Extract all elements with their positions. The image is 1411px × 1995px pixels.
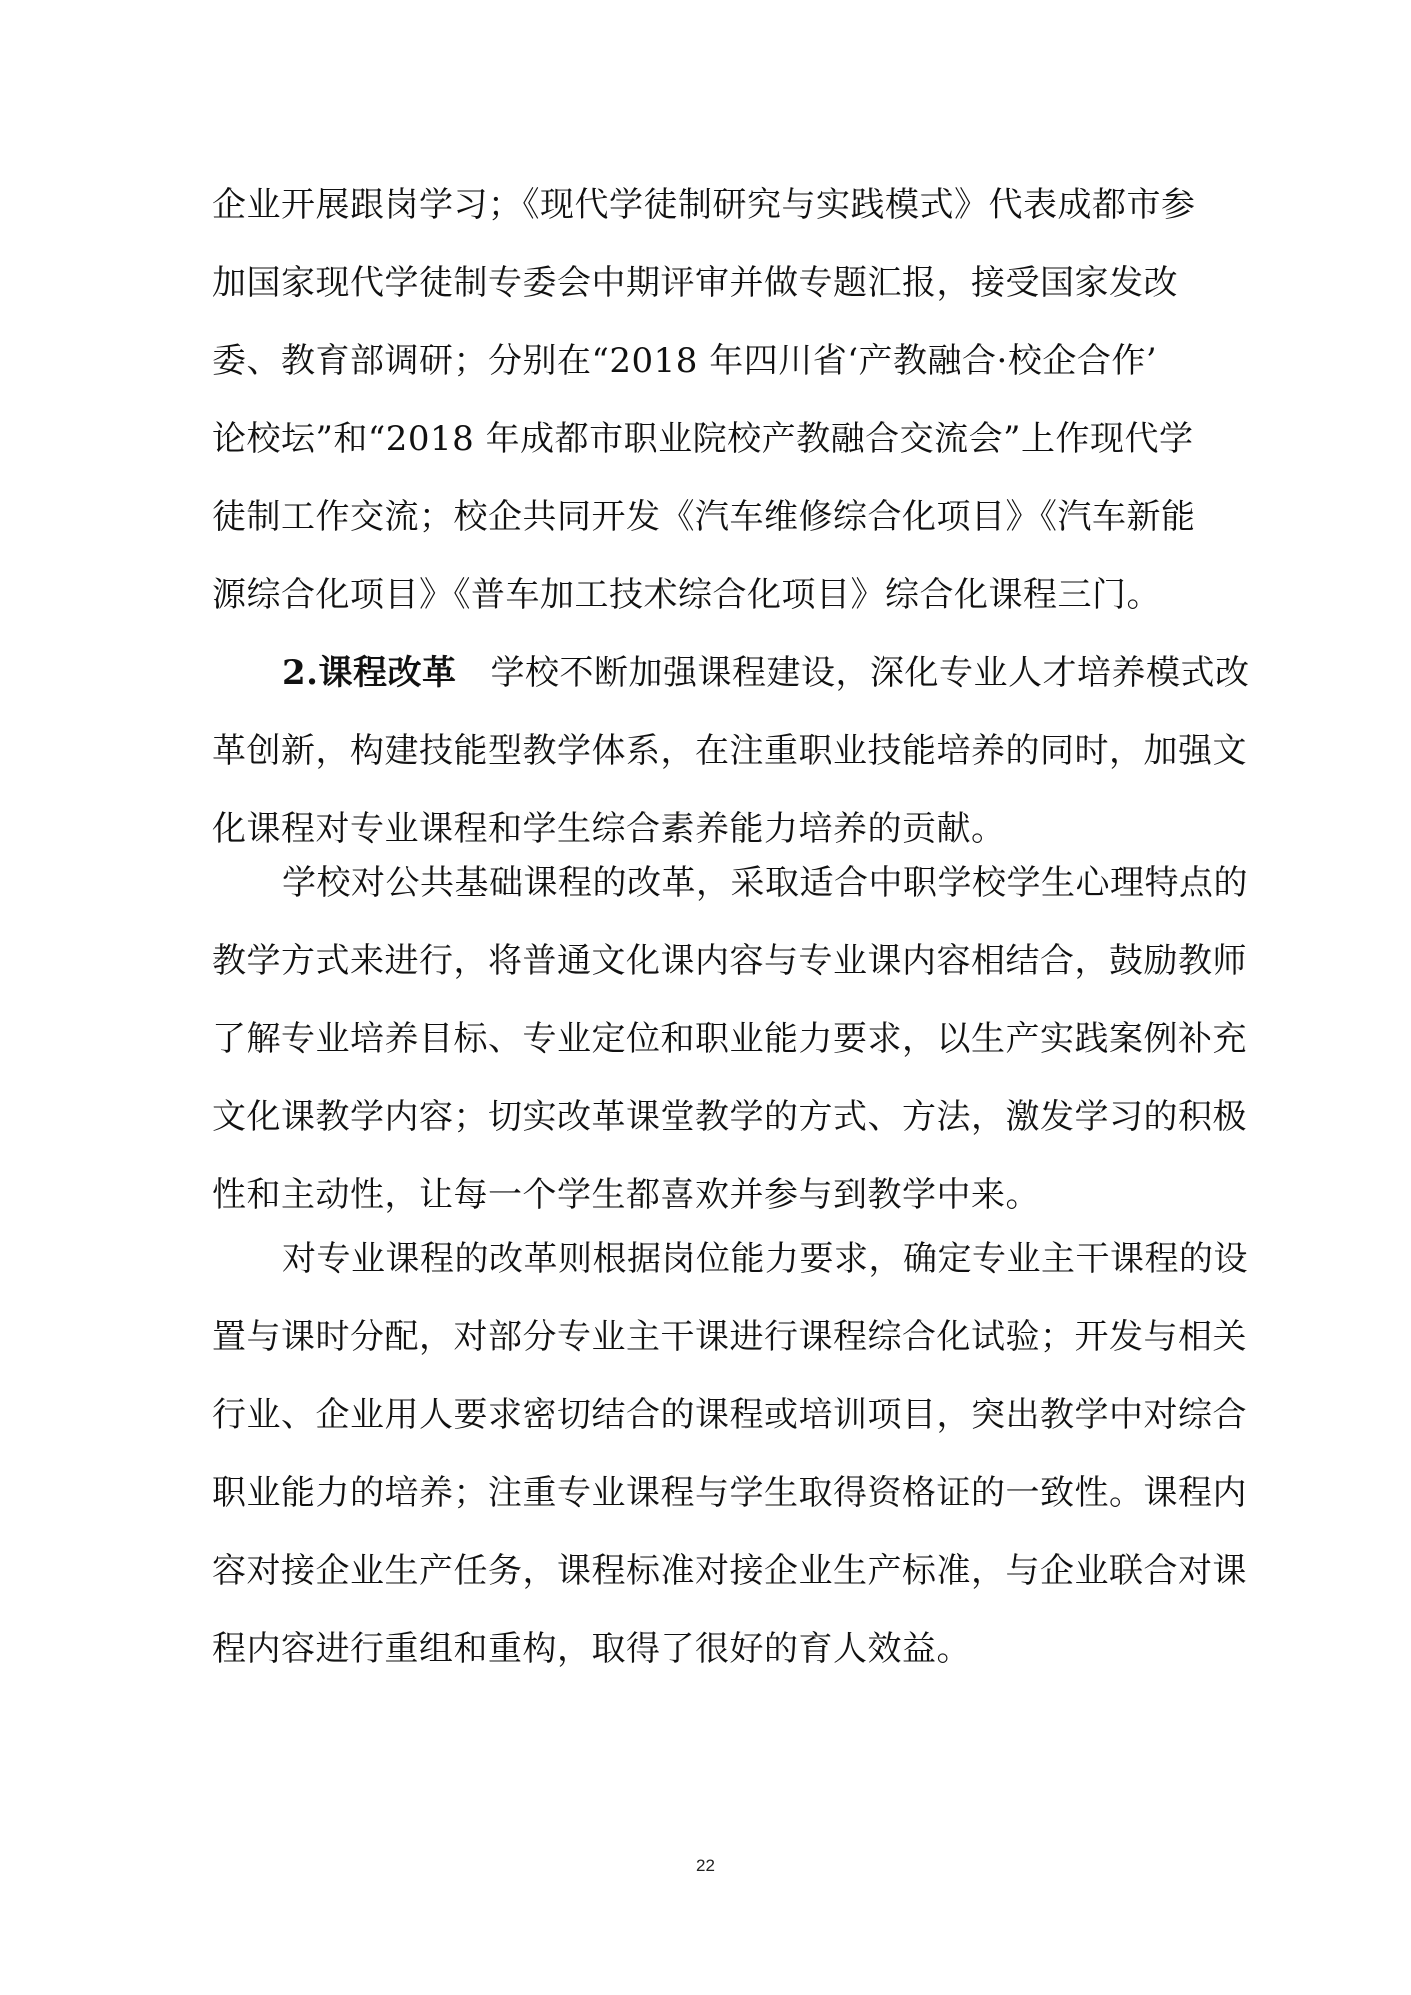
text-line: 文化课教学内容；切实改革课堂教学的方式、方法，激发学习的积极 [212,1097,1247,1137]
text-line: 学校对公共基础课程的改革，采取适合中职学校学生心理特点的 [282,863,1248,903]
text-line: 程内容进行重组和重构，取得了很好的育人效益。 [212,1629,971,1669]
text-line: 教学方式来进行，将普通文化课内容与专业课内容相结合，鼓励教师 [212,941,1247,981]
paragraph-professional-courses [212,1220,1248,1688]
text-line: 论校坛”和“2018 年成都市职业院校产教融合交流会”上作现代学 [212,419,1194,459]
text-line: 革创新，构建技能型教学体系，在注重职业技能培养的同时，加强文 [212,731,1247,771]
text-line: 徒制工作交流；校企共同开发《汽车维修综合化项目》《汽车新能 [212,497,1196,537]
text-line: 企业开展跟岗学习；《现代学徒制研究与实践模式》代表成都市参 [212,185,1196,225]
section-first-line [212,634,1250,712]
text-line: 行业、企业用人要求密切结合的课程或培训项目，突出教学中对综合 [212,1395,1247,1435]
text-line: 化课程对专业课程和学生综合素养能力培养的贡献。 [212,809,1006,849]
section-curriculum-reform [212,634,1250,868]
page-number: 22 [696,1856,715,1875]
paragraph-continued [212,166,1202,634]
text-line: 职业能力的培养；注重专业课程与学生取得资格证的一致性。课程内 [212,1473,1247,1513]
paragraph-public-courses [212,844,1248,1234]
text-line: 加国家现代学徒制专委会中期评审并做专题汇报，接受国家发改 [212,263,1178,303]
text-line: 性和主动性，让每一个学生都喜欢并参与到教学中来。 [212,1175,1040,1215]
text-line: 委、教育部调研；分别在“2018 年四川省‘产教融合·校企合作’ [212,341,1158,381]
section-heading: 2.课程改革 [282,653,457,693]
text-line: 置与课时分配，对部分专业主干课进行课程综合化试验；开发与相关 [212,1317,1247,1357]
text-line: 了解专业培养目标、专业定位和职业能力要求，以生产实践案例补充 [212,1019,1247,1059]
text-line: 容对接企业生产任务，课程标准对接企业生产标准，与企业联合对课 [212,1551,1247,1591]
text-line: 源综合化项目》《普车加工技术综合化项目》综合化课程三门。 [212,575,1161,615]
text-fragment: 学校不断加强课程建设，深化专业人才培养模式改 [490,653,1250,693]
text-line: 对专业课程的改革则根据岗位能力要求，确定专业主干课程的设 [282,1239,1248,1279]
